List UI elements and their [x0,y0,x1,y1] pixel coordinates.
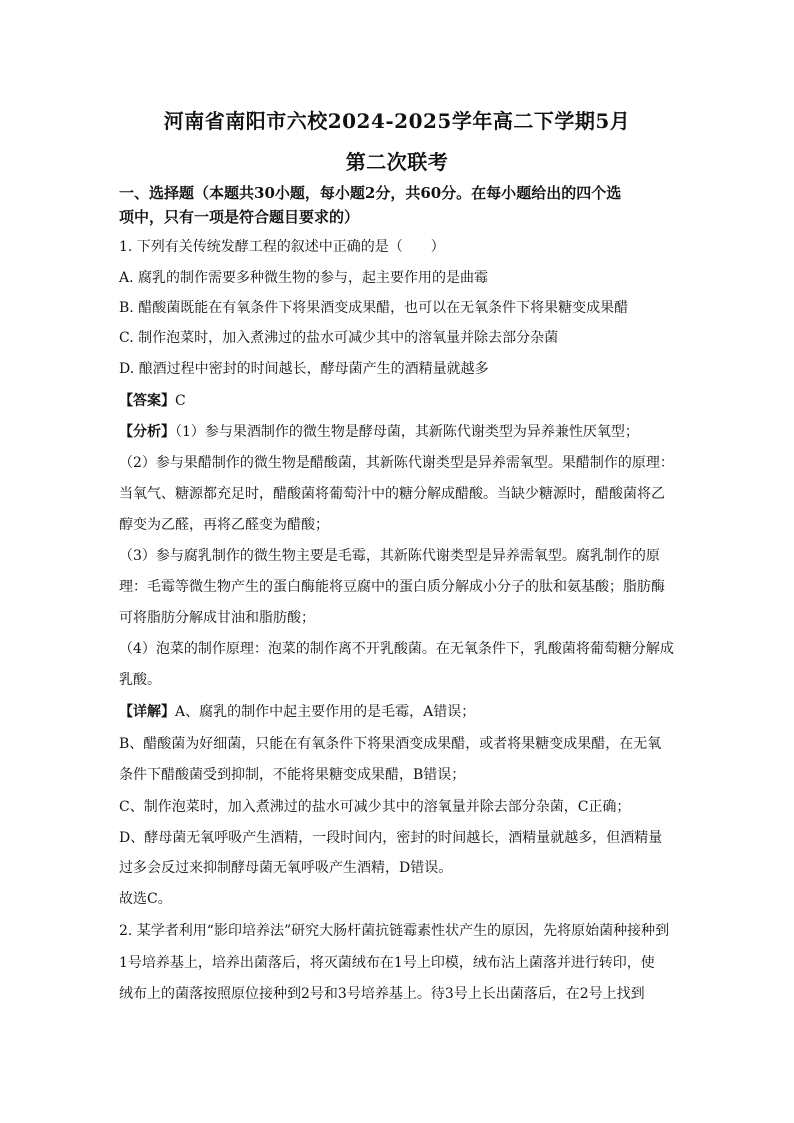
question-1-stem: 1. 下列有关传统发酵工程的叙述中正确的是（ ） [119,239,445,255]
q1-option-d: D. 酿酒过程中密封的时间越长，酵母菌产生的酒精量就越多 [119,361,489,377]
question-2-line: 1号培养基上，培养出菌落后，将灭菌绒布在1号上印模，绒布沾上菌落并进行转印，使 [119,955,655,971]
q1-analysis-line: 乳酸。 [119,672,161,688]
section-heading-line1: 一、选择题（本题共30小题，每小题2分，共60分。在每小题给出的四个选 [119,184,622,202]
q1-detail-line [119,702,679,722]
question-2-line: 绒布上的菌落按照原位接种到2号和3号培养基上。待3号上长出菌落后，在2号上找到 [119,986,645,1002]
q1-option-b: B. 醋酸菌既能在有氧条件下将果酒变成果醋，也可以在无氧条件下将果糖变成果醋 [119,300,629,316]
doc-title-line2: 第二次联考 [345,150,449,174]
analysis-text: （1）参与果酒制作的微生物是酵母菌，其新陈代谢类型为异养兼性厌氧型； [175,424,639,440]
question-2-line: 2. 某学者利用“影印培养法”研究大肠杆菌抗链霉素性状产生的原因，先将原始菌种接种到 [119,923,670,939]
q1-analysis-line: （4）泡菜的制作原理：泡菜的制作离不开乳酸菌。在无氧条件下，乳酸菌将葡萄糖分解成 [119,641,674,657]
detail-tag: 【详解】 [119,704,175,720]
q1-detail-line: C、制作泡菜时，加入煮沸过的盐水可减少其中的溶氧量并除去部分杂菌，C正确； [119,799,631,815]
q1-option-c: C. 制作泡菜时，加入煮沸过的盐水可减少其中的溶氧量并除去部分杂菌 [119,330,559,346]
doc-title-line1: 河南省南阳市六校2024-2025学年高二下学期5月 [163,109,631,133]
q1-detail-line: 过多会反过来抑制酵母菌无氧呼吸产生酒精，D错误。 [119,860,453,876]
section-heading-line2: 项中，只有一项是符合题目要求的） [119,208,360,226]
q1-analysis-line: （2）参与果醋制作的微生物是醋酸菌，其新陈代谢类型是异养需氧型。果醋制作的原理： [119,455,674,471]
answer-value: C [175,393,186,409]
q1-analysis-line: 醇变为乙醛，再将乙醛变为醋酸； [119,517,329,533]
q1-detail-line: 条件下醋酸菌受到抑制，不能将果糖变成果醋，B错误； [119,767,466,783]
q1-detail-line: D、酵母菌无氧呼吸产生酒精，一段时间内，密封的时间越长，酒精量就越多，但酒精量 [119,830,663,846]
q1-answer [119,391,679,411]
q1-analysis-line [119,422,679,442]
analysis-tag: 【分析】 [119,424,175,440]
q1-option-a: A. 腐乳的制作需要多种微生物的参与，起主要作用的是曲霉 [119,270,489,286]
q1-conclusion: 故选C。 [119,891,172,907]
detail-text: A、腐乳的制作中起主要作用的是毛霉，A错误； [175,704,476,720]
q1-analysis-line: （3）参与腐乳制作的微生物主要是毛霉，其新陈代谢类型是异养需氧型。腐乳制作的原 [119,548,660,564]
q1-analysis-line: 可将脂肪分解成甘油和脂肪酸； [119,610,315,626]
answer-tag: 【答案】 [119,393,175,409]
q1-analysis-line: 理：毛霉等微生物产生的蛋白酶能将豆腐中的蛋白质分解成小分子的肽和氨基酸；脂肪酶 [119,579,665,595]
q1-detail-line: B、醋酸菌为好细菌，只能在有氧条件下将果酒变成果醋，或者将果糖变成果醋，在无氧 [119,736,662,752]
q1-analysis-line: 当氧气、糖源都充足时，醋酸菌将葡萄汁中的糖分解成醋酸。当缺少糖源时，醋酸菌将乙 [119,486,665,502]
